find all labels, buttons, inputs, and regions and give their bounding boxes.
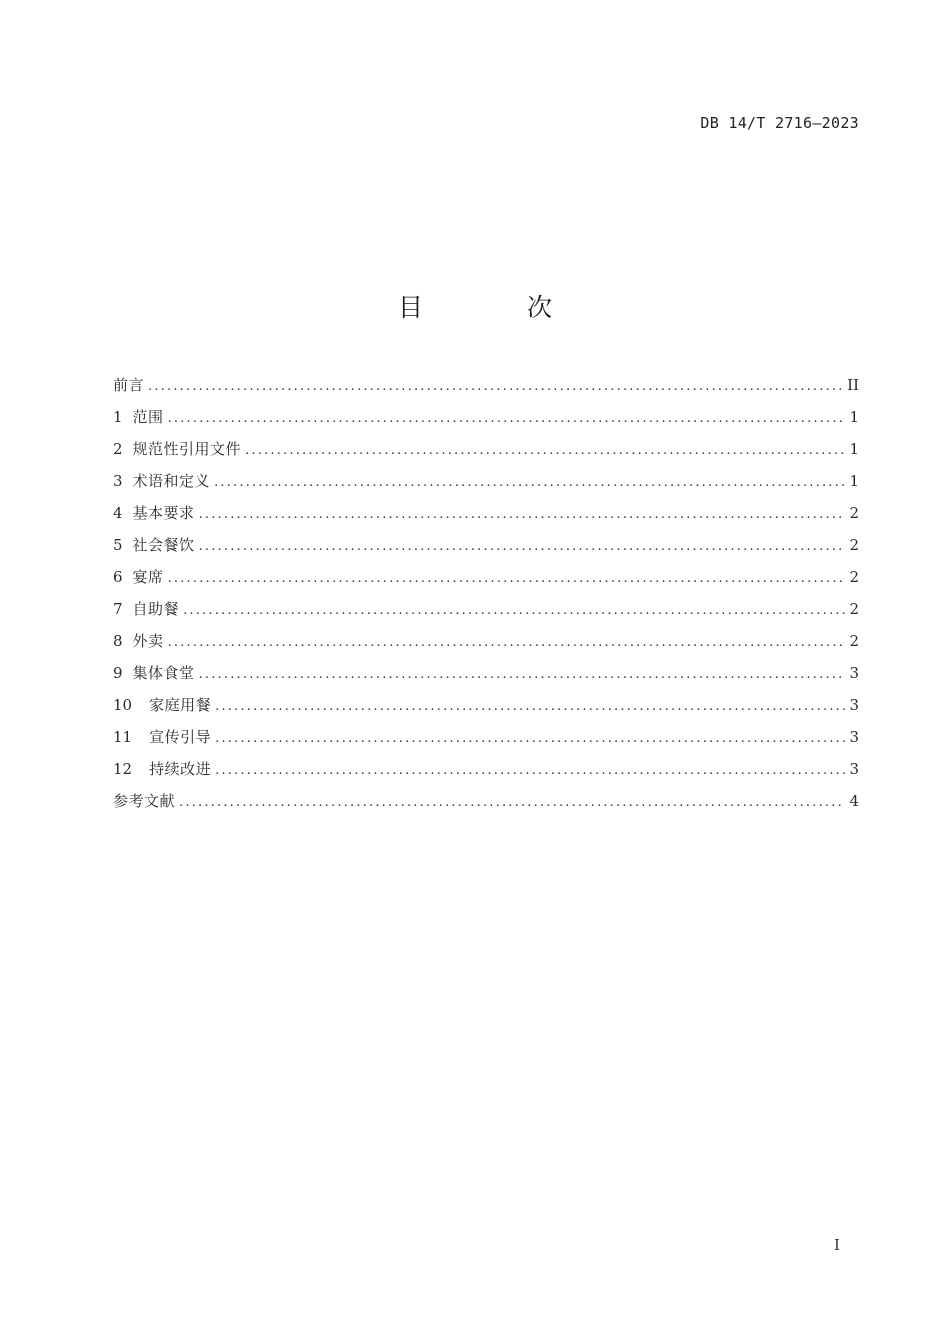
toc-leader-dots bbox=[245, 443, 845, 458]
toc-entry-page: 2 bbox=[849, 536, 859, 554]
toc-leader-dots bbox=[168, 635, 846, 650]
toc-entry-page: 3 bbox=[849, 664, 859, 682]
toc-entry-8[interactable] bbox=[113, 630, 859, 662]
toc-entry-number: 10 bbox=[113, 696, 133, 714]
toc-entry-page: 2 bbox=[849, 600, 859, 618]
toc-entry-number: 2 bbox=[113, 440, 123, 458]
toc-entry-bibliography[interactable] bbox=[113, 790, 859, 822]
toc-entry-number: 4 bbox=[113, 504, 123, 522]
toc-entry-page: 2 bbox=[849, 568, 859, 586]
toc-entry-page: 1 bbox=[849, 440, 859, 458]
toc-entry-page: II bbox=[847, 376, 859, 394]
toc-leader-dots bbox=[179, 795, 845, 810]
toc-entry-7[interactable] bbox=[113, 598, 859, 630]
toc-entry-number: 11 bbox=[113, 728, 133, 746]
toc-entry-page: 3 bbox=[849, 696, 859, 714]
toc-entry-page: 1 bbox=[849, 408, 859, 426]
toc-entry-label: 宴席 bbox=[132, 568, 164, 586]
toc-entry-12[interactable] bbox=[113, 758, 859, 790]
toc-entry-label: 范围 bbox=[132, 408, 164, 426]
toc-entry-label: 外卖 bbox=[132, 632, 164, 650]
document-code: DB 14/T 2716—2023 bbox=[700, 114, 859, 132]
toc-entry-label: 宣传引导 bbox=[149, 728, 212, 746]
toc-leader-dots bbox=[183, 603, 845, 618]
page-number: I bbox=[834, 1236, 840, 1254]
toc-entry-number: 7 bbox=[113, 600, 123, 618]
toc-entry-label: 持续改进 bbox=[149, 760, 212, 778]
toc-leader-dots bbox=[199, 667, 846, 682]
toc-entry-label: 家庭用餐 bbox=[149, 696, 212, 714]
toc-entry-number: 5 bbox=[113, 536, 123, 554]
toc-leader-dots bbox=[214, 475, 845, 490]
toc-entry-label: 前言 bbox=[113, 376, 145, 394]
toc-entry-number: 6 bbox=[113, 568, 123, 586]
toc-entry-page: 1 bbox=[849, 472, 859, 490]
toc-entry-foreword[interactable] bbox=[113, 374, 859, 406]
toc-leader-dots bbox=[215, 763, 845, 778]
toc-entry-label: 自助餐 bbox=[132, 600, 180, 618]
toc-entry-11[interactable] bbox=[113, 726, 859, 758]
toc-leader-dots bbox=[199, 539, 846, 554]
toc-entry-page: 3 bbox=[849, 760, 859, 778]
toc-entry-5[interactable] bbox=[113, 534, 859, 566]
toc-entry-label: 社会餐饮 bbox=[132, 536, 195, 554]
toc-leader-dots bbox=[215, 699, 845, 714]
toc-entry-label: 基本要求 bbox=[132, 504, 195, 522]
table-of-contents bbox=[113, 374, 859, 822]
toc-entry-6[interactable] bbox=[113, 566, 859, 598]
toc-entry-number: 3 bbox=[113, 472, 123, 490]
page-title: 目 次 bbox=[398, 293, 600, 322]
toc-leader-dots bbox=[168, 411, 846, 426]
toc-entry-number: 1 bbox=[113, 408, 123, 426]
toc-entry-4[interactable] bbox=[113, 502, 859, 534]
toc-leader-dots bbox=[199, 507, 846, 522]
toc-entry-label: 规范性引用文件 bbox=[132, 440, 242, 458]
toc-entry-number: 8 bbox=[113, 632, 123, 650]
toc-entry-3[interactable] bbox=[113, 470, 859, 502]
toc-entry-page: 4 bbox=[849, 792, 859, 810]
toc-entry-number: 12 bbox=[113, 760, 133, 778]
toc-entry-label: 术语和定义 bbox=[132, 472, 211, 490]
toc-entry-2[interactable] bbox=[113, 438, 859, 470]
toc-entry-number: 9 bbox=[113, 664, 123, 682]
toc-entry-1[interactable] bbox=[113, 406, 859, 438]
toc-leader-dots bbox=[215, 731, 845, 746]
toc-entry-10[interactable] bbox=[113, 694, 859, 726]
toc-entry-page: 3 bbox=[849, 728, 859, 746]
toc-leader-dots bbox=[148, 379, 843, 394]
toc-leader-dots bbox=[168, 571, 846, 586]
toc-entry-page: 2 bbox=[849, 504, 859, 522]
toc-entry-page: 2 bbox=[849, 632, 859, 650]
toc-entry-9[interactable] bbox=[113, 662, 859, 694]
toc-entry-label: 参考文献 bbox=[113, 792, 176, 810]
toc-entry-label: 集体食堂 bbox=[132, 664, 195, 682]
